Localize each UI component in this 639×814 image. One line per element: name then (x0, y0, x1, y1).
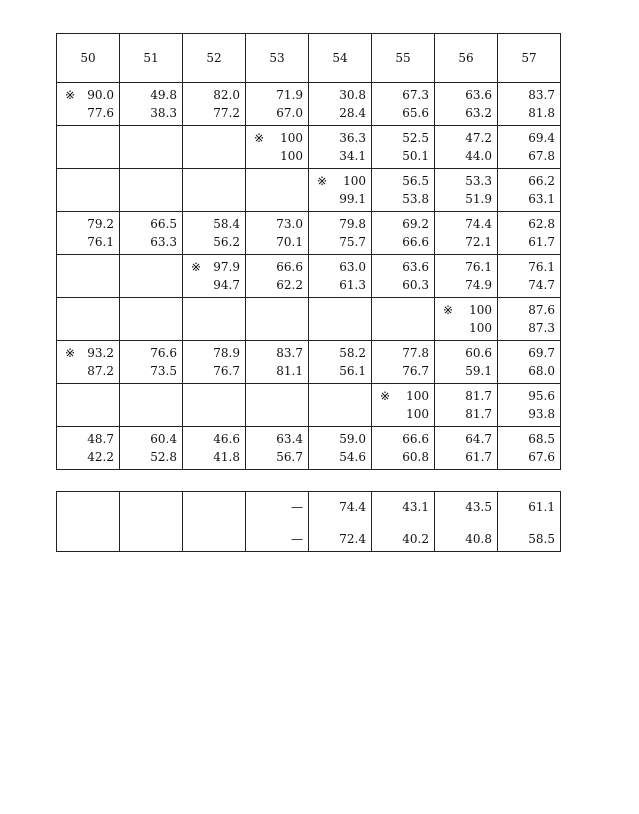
cell-value-bottom: 51.9 (465, 192, 492, 206)
cell-value-top: 78.9 (213, 346, 240, 360)
cell-value-top: 82.0 (213, 88, 240, 102)
cell-value-bottom: 65.6 (402, 106, 429, 120)
table-row (57, 341, 561, 384)
reference-mark: ※ (254, 131, 265, 145)
cell-value-bottom: 53.8 (402, 192, 429, 206)
column-header: 54 (309, 34, 372, 83)
column-header: 51 (120, 34, 183, 83)
cell-value-bottom: 87.2 (87, 364, 114, 378)
cell-value-bottom: 52.8 (150, 450, 177, 464)
table-cell (372, 298, 435, 341)
table-row (57, 384, 561, 427)
table-cell (498, 384, 561, 427)
table-cell (309, 427, 372, 470)
cell-value-top: 49.8 (150, 88, 177, 102)
table-cell (57, 298, 120, 341)
table-cell (309, 126, 372, 169)
cell-value-bottom: 76.7 (213, 364, 240, 378)
table-cell (246, 384, 309, 427)
cell-value-top: 58.2 (339, 346, 366, 360)
table-cell (120, 126, 183, 169)
cell-value-top: 76.1 (465, 260, 492, 274)
table-cell (498, 341, 561, 384)
cell-value-bottom: 56.2 (213, 235, 240, 249)
table-cell (309, 169, 372, 212)
table-cell (498, 212, 561, 255)
cell-value-bottom: 42.2 (87, 450, 114, 464)
table-cell (120, 169, 183, 212)
summary-value-bottom: 58.5 (528, 532, 555, 546)
column-header: 52 (183, 34, 246, 83)
table-cell (309, 384, 372, 427)
cell-value-top: 95.6 (528, 389, 555, 403)
cell-value-bottom: 100 (469, 321, 492, 335)
cell-value-bottom: 93.8 (528, 407, 555, 421)
cell-value-top: 60.4 (150, 432, 177, 446)
table-cell (246, 255, 309, 298)
cell-value-top: 63.0 (339, 260, 366, 274)
summary-value-top: 61.1 (528, 500, 555, 514)
cell-value-bottom: 74.7 (528, 278, 555, 292)
table-cell (57, 341, 120, 384)
cell-value-bottom: 50.1 (402, 149, 429, 163)
table-row (57, 427, 561, 470)
table-cell (246, 126, 309, 169)
table-cell (246, 169, 309, 212)
table-cell (309, 212, 372, 255)
table-cell (183, 384, 246, 427)
summary-value-bottom: 40.2 (402, 532, 429, 546)
table-cell (246, 298, 309, 341)
column-header: 56 (435, 34, 498, 83)
data-table (56, 33, 561, 470)
cell-value-bottom: 72.1 (465, 235, 492, 249)
table-cell (57, 169, 120, 212)
cell-value-top: 79.8 (339, 217, 366, 231)
cell-value-bottom: 61.7 (528, 235, 555, 249)
table-cell (246, 212, 309, 255)
cell-value-bottom: 81.1 (276, 364, 303, 378)
summary-cell (57, 492, 120, 552)
table-cell (183, 298, 246, 341)
cell-value-top: 63.6 (402, 260, 429, 274)
reference-mark: ※ (443, 303, 454, 317)
cell-value-bottom: 74.9 (465, 278, 492, 292)
cell-value-bottom: 60.8 (402, 450, 429, 464)
table-cell (435, 427, 498, 470)
summary-value-bottom: — (291, 532, 303, 546)
cell-value-top: 83.7 (276, 346, 303, 360)
cell-value-bottom: 56.1 (339, 364, 366, 378)
summary-cell (246, 492, 309, 552)
table-cell (246, 427, 309, 470)
cell-value-bottom: 100 (406, 407, 429, 421)
cell-value-top: 76.1 (528, 260, 555, 274)
table-cell (246, 83, 309, 126)
cell-value-top: 97.9 (213, 260, 240, 274)
table-cell (498, 126, 561, 169)
table-cell (309, 83, 372, 126)
table-cell (372, 83, 435, 126)
cell-value-top: 67.3 (402, 88, 429, 102)
cell-value-bottom: 44.0 (465, 149, 492, 163)
table-cell (435, 83, 498, 126)
cell-value-bottom: 76.7 (402, 364, 429, 378)
summary-cell (372, 492, 435, 552)
cell-value-top: 47.2 (465, 131, 492, 145)
cell-value-top: 46.6 (213, 432, 240, 446)
table-cell (309, 255, 372, 298)
cell-value-top: 83.7 (528, 88, 555, 102)
cell-value-bottom: 67.8 (528, 149, 555, 163)
column-header: 50 (57, 34, 120, 83)
cell-value-top: 100 (406, 389, 429, 403)
cell-value-top: 48.7 (87, 432, 114, 446)
cell-value-top: 79.2 (87, 217, 114, 231)
summary-value-bottom: 40.8 (465, 532, 492, 546)
cell-value-top: 100 (280, 131, 303, 145)
reference-mark: ※ (317, 174, 328, 188)
column-header: 55 (372, 34, 435, 83)
table-cell (120, 212, 183, 255)
table-cell (57, 255, 120, 298)
cell-value-top: 58.4 (213, 217, 240, 231)
cell-value-bottom: 70.1 (276, 235, 303, 249)
cell-value-top: 63.6 (465, 88, 492, 102)
header-row (57, 34, 561, 83)
table-cell (183, 83, 246, 126)
cell-value-top: 73.0 (276, 217, 303, 231)
cell-value-top: 56.5 (402, 174, 429, 188)
cell-value-top: 68.5 (528, 432, 555, 446)
summary-cell (498, 492, 561, 552)
table-row (57, 83, 561, 126)
table-cell (183, 341, 246, 384)
cell-value-top: 74.4 (465, 217, 492, 231)
cell-value-top: 52.5 (402, 131, 429, 145)
table-cell (372, 169, 435, 212)
summary-table (56, 491, 561, 552)
cell-value-top: 66.2 (528, 174, 555, 188)
cell-value-top: 36.3 (339, 131, 366, 145)
cell-value-top: 100 (469, 303, 492, 317)
table-cell (435, 298, 498, 341)
cell-value-bottom: 61.7 (465, 450, 492, 464)
cell-value-bottom: 63.3 (150, 235, 177, 249)
cell-value-top: 77.8 (402, 346, 429, 360)
cell-value-bottom: 68.0 (528, 364, 555, 378)
cell-value-top: 60.6 (465, 346, 492, 360)
summary-cell (435, 492, 498, 552)
cell-value-top: 76.6 (150, 346, 177, 360)
table-cell (372, 427, 435, 470)
reference-mark: ※ (191, 260, 202, 274)
table-cell (120, 384, 183, 427)
cell-value-bottom: 60.3 (402, 278, 429, 292)
table-cell (498, 255, 561, 298)
table-cell (120, 298, 183, 341)
table-cell (57, 212, 120, 255)
table-cell (57, 384, 120, 427)
cell-value-bottom: 63.2 (465, 106, 492, 120)
cell-value-bottom: 66.6 (402, 235, 429, 249)
summary-cell (120, 492, 183, 552)
table-cell (309, 298, 372, 341)
summary-cell (309, 492, 372, 552)
cell-value-top: 63.4 (276, 432, 303, 446)
column-header: 53 (246, 34, 309, 83)
cell-value-top: 69.2 (402, 217, 429, 231)
table-cell (435, 341, 498, 384)
cell-value-bottom: 67.6 (528, 450, 555, 464)
cell-value-top: 64.7 (465, 432, 492, 446)
table-cell (435, 212, 498, 255)
cell-value-top: 59.0 (339, 432, 366, 446)
cell-value-bottom: 99.1 (339, 192, 366, 206)
cell-value-bottom: 76.1 (87, 235, 114, 249)
cell-value-top: 66.6 (402, 432, 429, 446)
cell-value-bottom: 81.8 (528, 106, 555, 120)
table-cell (183, 255, 246, 298)
table-cell (120, 83, 183, 126)
table-cell (183, 126, 246, 169)
table-row (57, 212, 561, 255)
table-cell (435, 384, 498, 427)
table-cell (309, 341, 372, 384)
reference-mark: ※ (380, 389, 391, 403)
table-cell (498, 427, 561, 470)
cell-value-bottom: 56.7 (276, 450, 303, 464)
table-cell (57, 83, 120, 126)
table-row (57, 169, 561, 212)
table-cell (183, 427, 246, 470)
cell-value-top: 81.7 (465, 389, 492, 403)
cell-value-bottom: 38.3 (150, 106, 177, 120)
cell-value-bottom: 41.8 (213, 450, 240, 464)
table-cell (372, 255, 435, 298)
cell-value-bottom: 73.5 (150, 364, 177, 378)
table-row (57, 255, 561, 298)
cell-value-bottom: 75.7 (339, 235, 366, 249)
table-cell (246, 341, 309, 384)
cell-value-bottom: 54.6 (339, 450, 366, 464)
cell-value-top: 71.9 (276, 88, 303, 102)
reference-mark: ※ (65, 88, 76, 102)
cell-value-top: 53.3 (465, 174, 492, 188)
summary-row (57, 492, 561, 552)
cell-value-bottom: 59.1 (465, 364, 492, 378)
cell-value-top: 93.2 (87, 346, 114, 360)
table-cell (435, 255, 498, 298)
table-cell (435, 169, 498, 212)
cell-value-bottom: 63.1 (528, 192, 555, 206)
cell-value-top: 66.5 (150, 217, 177, 231)
cell-value-bottom: 94.7 (213, 278, 240, 292)
table-cell (120, 427, 183, 470)
cell-value-top: 66.6 (276, 260, 303, 274)
cell-value-top: 69.7 (528, 346, 555, 360)
cell-value-bottom: 87.3 (528, 321, 555, 335)
table-cell (435, 126, 498, 169)
table-cell (498, 83, 561, 126)
cell-value-bottom: 77.6 (87, 106, 114, 120)
table-cell (57, 126, 120, 169)
cell-value-bottom: 77.2 (213, 106, 240, 120)
table-row (57, 126, 561, 169)
cell-value-bottom: 81.7 (465, 407, 492, 421)
cell-value-bottom: 62.2 (276, 278, 303, 292)
cell-value-bottom: 67.0 (276, 106, 303, 120)
summary-value-top: 43.1 (402, 500, 429, 514)
reference-mark: ※ (65, 346, 76, 360)
table-cell (183, 212, 246, 255)
cell-value-top: 100 (343, 174, 366, 188)
summary-value-bottom: 72.4 (339, 532, 366, 546)
summary-value-top: 74.4 (339, 500, 366, 514)
cell-value-top: 30.8 (339, 88, 366, 102)
cell-value-top: 69.4 (528, 131, 555, 145)
summary-cell (183, 492, 246, 552)
cell-value-top: 90.0 (87, 88, 114, 102)
cell-value-bottom: 34.1 (339, 149, 366, 163)
table-cell (372, 341, 435, 384)
column-header: 57 (498, 34, 561, 83)
table-cell (498, 298, 561, 341)
table-cell (57, 427, 120, 470)
table-cell (372, 212, 435, 255)
summary-value-top: — (291, 500, 303, 514)
cell-value-top: 62.8 (528, 217, 555, 231)
table-cell (498, 169, 561, 212)
summary-value-top: 43.5 (465, 500, 492, 514)
cell-value-bottom: 61.3 (339, 278, 366, 292)
table-row (57, 298, 561, 341)
table-cell (183, 169, 246, 212)
table-cell (120, 255, 183, 298)
table-cell (372, 384, 435, 427)
cell-value-bottom: 28.4 (339, 106, 366, 120)
table-cell (372, 126, 435, 169)
cell-value-bottom: 100 (280, 149, 303, 163)
cell-value-top: 87.6 (528, 303, 555, 317)
table-cell (120, 341, 183, 384)
